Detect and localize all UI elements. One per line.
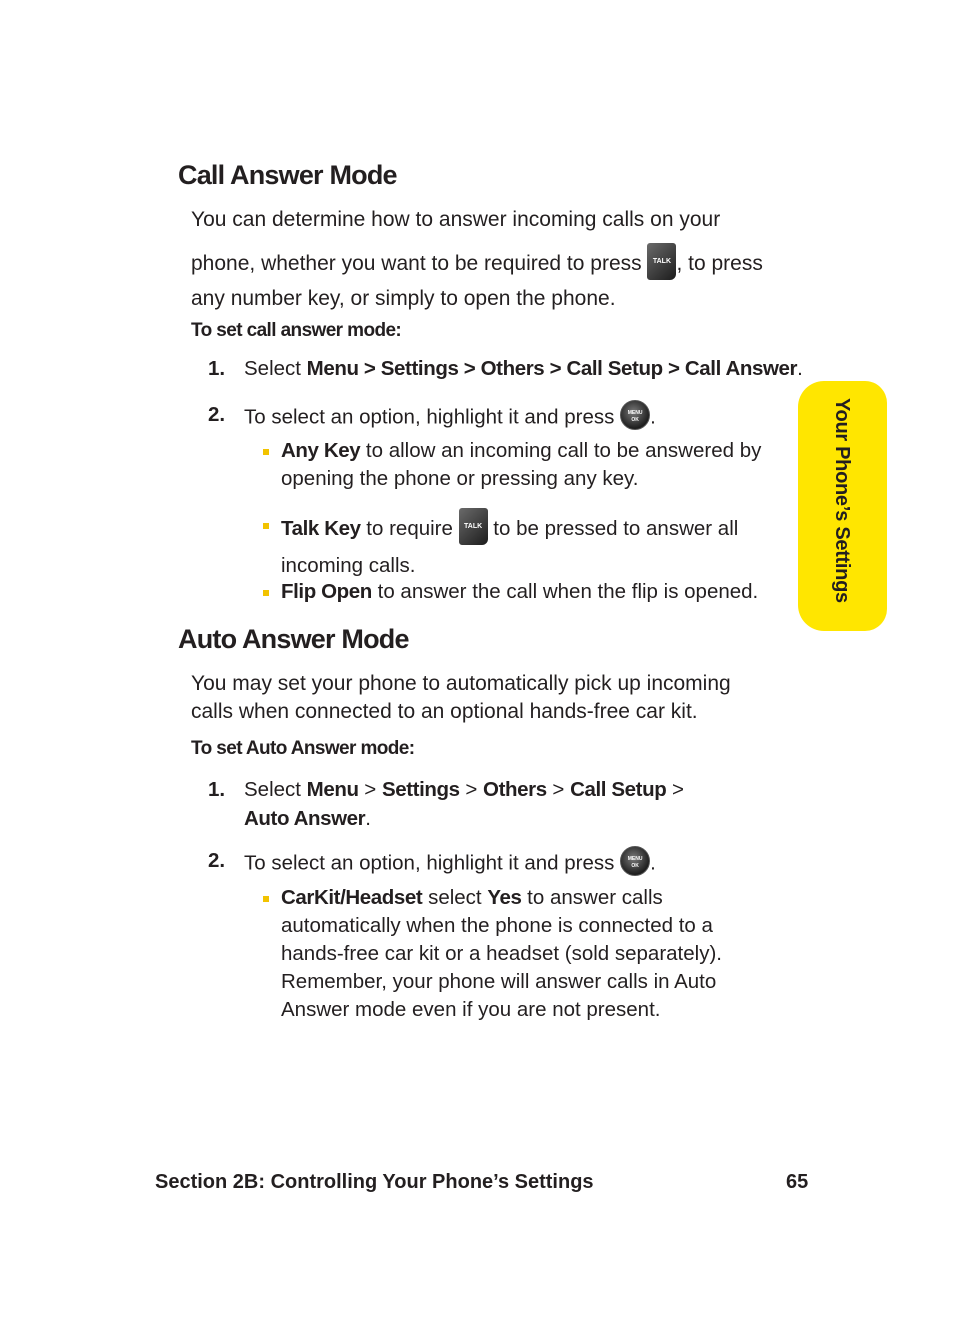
talk-key-icon [459, 508, 488, 545]
step-number: 1. [208, 778, 226, 801]
section-title-call-answer-mode: Call Answer Mode [178, 160, 397, 190]
option-text: select [422, 886, 488, 909]
option-text: opening the phone or pressing any key. [281, 467, 639, 490]
step-end: . [365, 807, 371, 830]
intro-line: calls when connected to an optional hands-free car kit. [191, 700, 698, 723]
menu-path-item: Others [483, 778, 547, 801]
intro-line: any number key, or simply to open the phone. [191, 287, 616, 310]
step-text [244, 357, 803, 381]
talk-key-label: TALK [464, 523, 483, 530]
step-lead: Select [244, 778, 307, 801]
step-end: . [797, 357, 803, 380]
path-separator: > [458, 357, 481, 380]
footer-section-title: Section 2B: Controlling Your Phone’s Settings [155, 1171, 594, 1193]
option-any-key [281, 437, 761, 493]
step-text [244, 775, 684, 833]
step-lead: To select an option, highlight it and press [244, 851, 621, 875]
step-end: . [650, 851, 656, 875]
menu-path-item: Menu [306, 357, 359, 380]
option-text: to answer the call when the flip is opened. [371, 580, 759, 603]
page-number: 65 [786, 1171, 809, 1193]
step-lead: Select [244, 357, 307, 380]
option-label: Any Key [281, 439, 361, 462]
subheading-set-call-answer: To set call answer mode: [191, 320, 402, 341]
menu-ok-key-icon [620, 400, 650, 430]
talk-key-icon [647, 243, 676, 280]
intro-text: phone, whether you want to be required to press [191, 252, 648, 276]
option-text: to require [360, 516, 459, 540]
step-2 [208, 403, 808, 435]
option-text: Answer mode even if you are not present. [281, 998, 661, 1021]
section-tab-label: Your Phone’s Settings [831, 398, 853, 603]
option-flip-open [281, 578, 758, 606]
option-text: automatically when the phone is connected to a [281, 914, 713, 937]
step-1 [208, 357, 808, 385]
path-separator: > [544, 357, 567, 380]
path-separator: > [666, 778, 685, 801]
path-separator: > [358, 778, 382, 801]
option-carkit-headset [281, 884, 722, 1024]
menu-path-item: Call Setup [570, 778, 667, 801]
path-separator: > [662, 357, 685, 380]
step-text [244, 403, 656, 433]
bullet-marker [263, 590, 269, 596]
subheading-set-auto-answer: To set Auto Answer mode: [191, 738, 415, 759]
menu-path-item: Auto Answer [244, 807, 366, 830]
option-text: Remember, your phone will answer calls in Auto [281, 970, 717, 993]
intro-line: You can determine how to answer incoming calls on your [191, 208, 721, 231]
bullet-marker [263, 523, 269, 529]
step-2 [208, 849, 808, 881]
option-text: to answer calls [521, 886, 663, 909]
menu-path-item: Settings [380, 357, 459, 380]
bullet-marker [263, 896, 269, 902]
menu-path-item: Call Setup [566, 357, 663, 380]
path-separator: > [358, 357, 381, 380]
menu-path-item: Others [480, 357, 545, 380]
option-value: Yes [487, 886, 522, 909]
menu-path-item: Call Answer [684, 357, 798, 380]
step-text [244, 849, 656, 879]
talk-key-label: TALK [652, 258, 672, 265]
step-end: . [650, 405, 656, 429]
intro-text: , to press [676, 252, 763, 276]
intro-line: You may set your phone to automatically pick up incoming [191, 672, 731, 695]
menu-path-item: Menu [306, 778, 359, 801]
path-separator: > [459, 778, 484, 801]
option-text: to be pressed to answer all [487, 516, 739, 540]
menu-ok-key-icon [620, 846, 650, 876]
intro-line [191, 246, 763, 283]
ok-key-label: OK [631, 863, 639, 869]
option-talk-key [281, 511, 738, 580]
step-number: 1. [208, 357, 226, 380]
auto-answer-intro [191, 670, 731, 726]
step-1 [208, 775, 808, 831]
option-label: Flip Open [281, 580, 372, 603]
step-number: 2. [208, 849, 226, 872]
option-text: to allow an incoming call to be answered by [360, 439, 762, 462]
path-separator: > [546, 778, 571, 801]
menu-path-item: Settings [381, 778, 460, 801]
option-text: incoming calls. [281, 554, 416, 577]
ok-key-label: OK [631, 417, 639, 423]
step-lead: To select an option, highlight it and press [244, 405, 621, 429]
bullet-marker [263, 449, 269, 455]
section-title-auto-answer-mode: Auto Answer Mode [178, 624, 409, 654]
option-label: CarKit/Headset [281, 886, 423, 909]
menu-key-label: MENU [627, 410, 643, 416]
menu-key-label: MENU [627, 856, 643, 862]
call-answer-intro [191, 206, 763, 313]
option-label: Talk Key [281, 516, 361, 540]
option-text: hands-free car kit or a headset (sold separately). [281, 942, 722, 965]
step-number: 2. [208, 403, 226, 426]
